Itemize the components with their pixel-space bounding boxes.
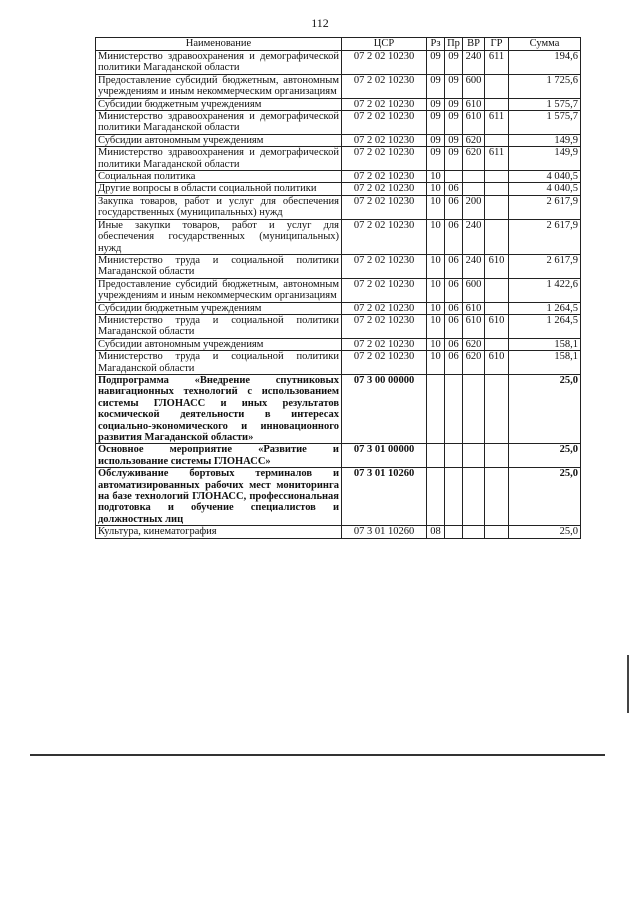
cell-pr: 09 [445, 111, 463, 135]
table-row [96, 134, 581, 146]
cell-csr: 07 3 01 10260 [342, 526, 427, 538]
cell-name: Иные закупки товаров, работ и услуг для обеспечения государственных (муниципальных) нужд [96, 219, 342, 254]
cell-name: Социальная политика [96, 171, 342, 183]
cell-sum: 25,0 [509, 526, 581, 538]
cell-name: Другие вопросы в области социальной политики [96, 183, 342, 195]
cell-name: Министерство здравоохранения и демографической политики Магаданской области [96, 111, 342, 135]
cell-csr: 07 2 02 10230 [342, 302, 427, 314]
cell-csr: 07 2 02 10230 [342, 351, 427, 375]
cell-pr [445, 171, 463, 183]
cell-name: Министерство труда и социальной политики Магаданской области [96, 314, 342, 338]
table-row [96, 219, 581, 254]
cell-gr [485, 374, 509, 443]
cell-pr: 09 [445, 98, 463, 110]
table-row [96, 147, 581, 171]
cell-name: Министерство здравоохранения и демографической политики Магаданской области [96, 147, 342, 171]
cell-vr: 610 [463, 314, 485, 338]
cell-sum: 4 040,5 [509, 183, 581, 195]
cell-pr: 09 [445, 51, 463, 75]
cell-rz: 10 [427, 302, 445, 314]
cell-gr [485, 526, 509, 538]
cell-pr [445, 374, 463, 443]
cell-name: Закупка товаров, работ и услуг для обеспечения государственных (муниципальных) нужд [96, 195, 342, 219]
cell-name: Министерство труда и социальной политики Магаданской области [96, 254, 342, 278]
cell-csr: 07 2 02 10230 [342, 183, 427, 195]
cell-csr: 07 2 02 10230 [342, 278, 427, 302]
cell-rz [427, 468, 445, 526]
table-row [96, 444, 581, 468]
header-gr: ГР [485, 38, 509, 51]
cell-csr: 07 2 02 10230 [342, 134, 427, 146]
cell-pr: 06 [445, 195, 463, 219]
cell-gr: 610 [485, 351, 509, 375]
cell-vr: 600 [463, 74, 485, 98]
cell-gr [485, 338, 509, 350]
cell-sum: 158,1 [509, 338, 581, 350]
cell-gr [485, 74, 509, 98]
cell-vr [463, 183, 485, 195]
cell-sum: 1 575,7 [509, 111, 581, 135]
cell-pr: 09 [445, 74, 463, 98]
cell-sum: 25,0 [509, 468, 581, 526]
cell-rz: 09 [427, 134, 445, 146]
cell-vr [463, 171, 485, 183]
cell-gr: 610 [485, 314, 509, 338]
cell-name: Культура, кинематография [96, 526, 342, 538]
table-row [96, 338, 581, 350]
cell-pr: 09 [445, 147, 463, 171]
cell-rz: 10 [427, 278, 445, 302]
cell-pr: 06 [445, 254, 463, 278]
header-rz: Рз [427, 38, 445, 51]
cell-sum: 149,9 [509, 134, 581, 146]
cell-vr: 600 [463, 278, 485, 302]
cell-sum: 25,0 [509, 374, 581, 443]
table-row [96, 314, 581, 338]
scan-edge-mark [627, 655, 629, 713]
cell-sum: 1 264,5 [509, 302, 581, 314]
cell-csr: 07 2 02 10230 [342, 254, 427, 278]
cell-vr [463, 374, 485, 443]
cell-vr: 620 [463, 147, 485, 171]
table-row [96, 74, 581, 98]
cell-vr: 610 [463, 111, 485, 135]
cell-pr: 06 [445, 219, 463, 254]
cell-name: Подпрограмма «Внедрение спутниковых навигационных технологий с использованием системы ГЛОНАСС и иных результатов космической деятельности в интересах социально-экономического и инновационного развития Магаданской области» [96, 374, 342, 443]
cell-rz: 10 [427, 351, 445, 375]
table-row [96, 183, 581, 195]
cell-vr: 610 [463, 98, 485, 110]
cell-gr [485, 468, 509, 526]
cell-rz [427, 374, 445, 443]
cell-gr: 611 [485, 147, 509, 171]
cell-name: Субсидии бюджетным учреждениям [96, 98, 342, 110]
cell-rz: 09 [427, 51, 445, 75]
cell-rz: 10 [427, 219, 445, 254]
cell-csr: 07 2 02 10230 [342, 111, 427, 135]
table-row [96, 51, 581, 75]
cell-rz: 09 [427, 147, 445, 171]
table-body [96, 51, 581, 539]
budget-table [95, 37, 581, 539]
header-name: Наименование [96, 38, 342, 51]
cell-rz: 09 [427, 111, 445, 135]
table-header-row [96, 38, 581, 51]
cell-csr: 07 3 00 00000 [342, 374, 427, 443]
page-divider [30, 754, 605, 756]
cell-rz: 09 [427, 74, 445, 98]
cell-vr [463, 526, 485, 538]
cell-sum: 194,6 [509, 51, 581, 75]
table-row [96, 526, 581, 538]
cell-name: Министерство здравоохранения и демографической политики Магаданской области [96, 51, 342, 75]
table-row [96, 254, 581, 278]
cell-name: Предоставление субсидий бюджетным, автономным учреждениям и иным некоммерческим организациям [96, 278, 342, 302]
cell-name: Основное мероприятие «Развитие и использование системы ГЛОНАСС» [96, 444, 342, 468]
cell-vr [463, 468, 485, 526]
table-row [96, 351, 581, 375]
cell-pr: 06 [445, 351, 463, 375]
cell-sum: 158,1 [509, 351, 581, 375]
cell-pr: 06 [445, 314, 463, 338]
cell-csr: 07 3 01 00000 [342, 444, 427, 468]
table-row [96, 98, 581, 110]
header-pr: Пр [445, 38, 463, 51]
cell-pr: 06 [445, 278, 463, 302]
cell-csr: 07 2 02 10230 [342, 51, 427, 75]
cell-pr: 09 [445, 134, 463, 146]
table-row [96, 111, 581, 135]
cell-gr [485, 444, 509, 468]
cell-sum: 149,9 [509, 147, 581, 171]
header-csr: ЦСР [342, 38, 427, 51]
cell-csr: 07 2 02 10230 [342, 195, 427, 219]
cell-rz: 10 [427, 171, 445, 183]
cell-rz: 10 [427, 254, 445, 278]
cell-sum: 2 617,9 [509, 219, 581, 254]
table-row [96, 374, 581, 443]
cell-vr [463, 444, 485, 468]
header-vr: ВР [463, 38, 485, 51]
cell-vr: 200 [463, 195, 485, 219]
cell-gr [485, 98, 509, 110]
cell-gr [485, 302, 509, 314]
cell-sum: 1 575,7 [509, 98, 581, 110]
cell-name: Министерство труда и социальной политики Магаданской области [96, 351, 342, 375]
cell-gr [485, 134, 509, 146]
cell-pr [445, 444, 463, 468]
cell-gr [485, 195, 509, 219]
cell-name: Предоставление субсидий бюджетным, автономным учреждениям и иным некоммерческим организациям [96, 74, 342, 98]
cell-pr [445, 526, 463, 538]
table-row [96, 278, 581, 302]
table-row [96, 195, 581, 219]
cell-pr: 06 [445, 183, 463, 195]
cell-csr: 07 2 02 10230 [342, 338, 427, 350]
cell-csr: 07 2 02 10230 [342, 171, 427, 183]
cell-rz: 08 [427, 526, 445, 538]
cell-rz: 10 [427, 338, 445, 350]
cell-rz: 10 [427, 195, 445, 219]
cell-pr: 06 [445, 338, 463, 350]
cell-gr [485, 183, 509, 195]
cell-sum: 2 617,9 [509, 254, 581, 278]
cell-csr: 07 2 02 10230 [342, 314, 427, 338]
cell-rz [427, 444, 445, 468]
cell-name: Субсидии автономным учреждениям [96, 338, 342, 350]
cell-gr [485, 219, 509, 254]
cell-sum: 1 725,6 [509, 74, 581, 98]
header-sum: Сумма [509, 38, 581, 51]
cell-csr: 07 3 01 10260 [342, 468, 427, 526]
table-row [96, 468, 581, 526]
cell-vr: 240 [463, 51, 485, 75]
cell-vr: 240 [463, 254, 485, 278]
cell-name: Обслуживание бортовых терминалов и автоматизированных рабочих мест мониторинга на базе технологий ГЛОНАСС, профессиональная подготовка и обучение специалистов и должностных лиц [96, 468, 342, 526]
cell-gr: 611 [485, 51, 509, 75]
cell-pr [445, 468, 463, 526]
cell-pr: 06 [445, 302, 463, 314]
cell-sum: 1 422,6 [509, 278, 581, 302]
cell-gr: 610 [485, 254, 509, 278]
cell-vr: 620 [463, 338, 485, 350]
cell-sum: 1 264,5 [509, 314, 581, 338]
cell-sum: 25,0 [509, 444, 581, 468]
table-row [96, 171, 581, 183]
cell-rz: 10 [427, 183, 445, 195]
cell-gr: 611 [485, 111, 509, 135]
cell-sum: 4 040,5 [509, 171, 581, 183]
cell-name: Субсидии бюджетным учреждениям [96, 302, 342, 314]
cell-sum: 2 617,9 [509, 195, 581, 219]
table-row [96, 302, 581, 314]
cell-csr: 07 2 02 10230 [342, 98, 427, 110]
cell-gr [485, 171, 509, 183]
page-number: 112 [311, 16, 329, 30]
cell-vr: 240 [463, 219, 485, 254]
cell-vr: 620 [463, 134, 485, 146]
cell-gr [485, 278, 509, 302]
cell-csr: 07 2 02 10230 [342, 147, 427, 171]
cell-vr: 610 [463, 302, 485, 314]
cell-vr: 620 [463, 351, 485, 375]
cell-csr: 07 2 02 10230 [342, 74, 427, 98]
cell-name: Субсидии автономным учреждениям [96, 134, 342, 146]
cell-rz: 10 [427, 314, 445, 338]
cell-csr: 07 2 02 10230 [342, 219, 427, 254]
cell-rz: 09 [427, 98, 445, 110]
